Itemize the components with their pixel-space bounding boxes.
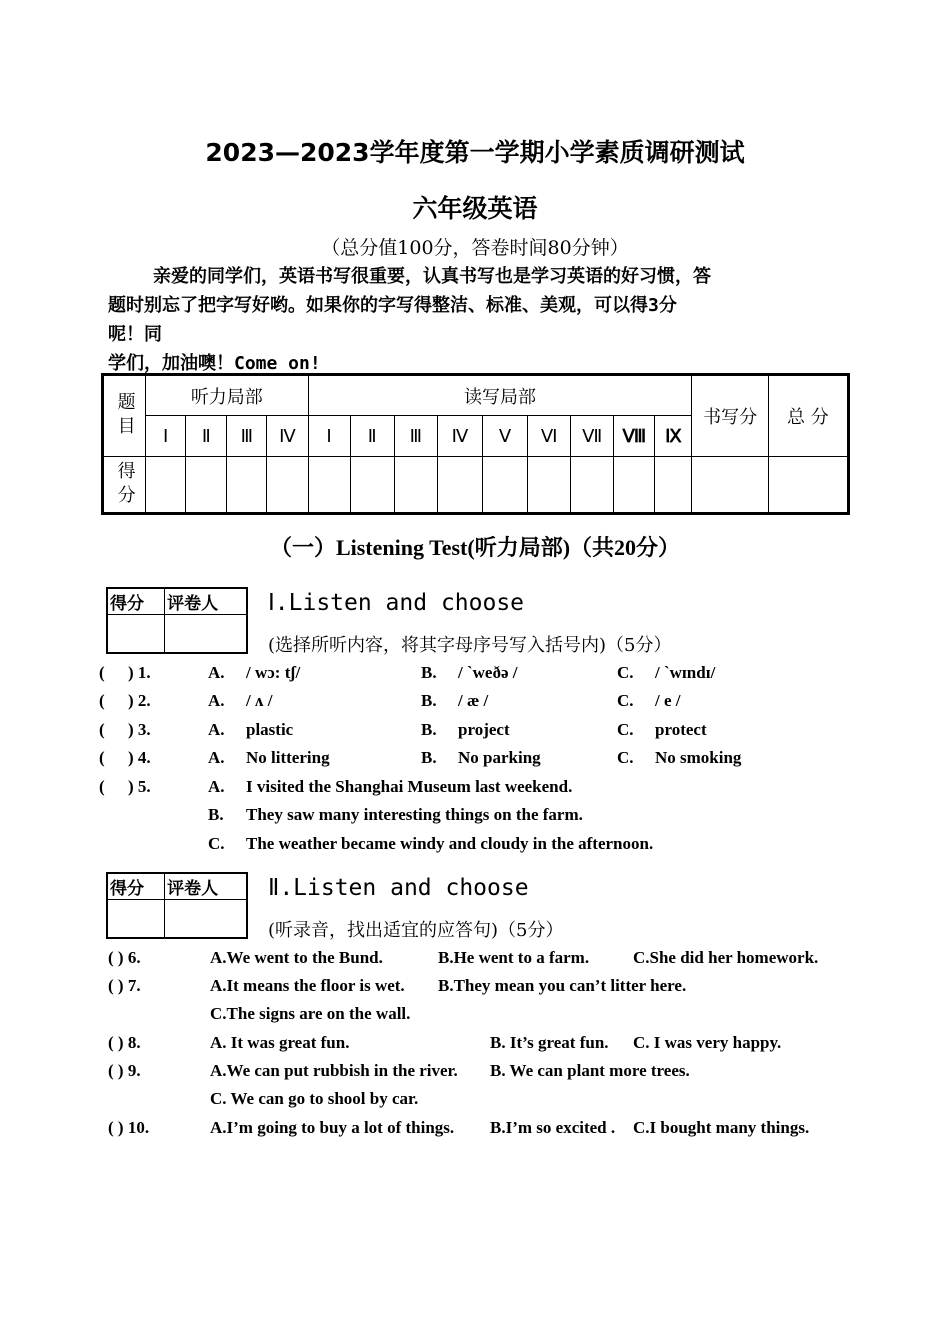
question-number: ) 4. xyxy=(128,748,151,767)
answer-paren[interactable]: ( ) 6. xyxy=(108,948,141,967)
option-b-label: B. xyxy=(421,663,437,682)
option-c: C. We can go to shool by car. xyxy=(210,1089,419,1108)
option-b: B. We can plant more trees. xyxy=(490,1061,690,1080)
option-b: B.He went to a farm. xyxy=(438,948,590,967)
listening-col-2: Ⅱ xyxy=(186,416,227,457)
listening-header: 听力局部 xyxy=(146,375,308,416)
option-b-label: B. xyxy=(208,805,224,824)
option-c: The weather became windy and cloudy in the afternoon. xyxy=(246,834,654,853)
intro-line-2: 题时别忘了把字写好哟。如果你的字写得整洁、标准、美观，可以得3分 xyxy=(108,295,677,316)
grader-name-label: 评卷人 xyxy=(165,873,247,900)
grader-name-cell[interactable] xyxy=(165,900,247,939)
reading-col-3: Ⅲ xyxy=(394,416,437,457)
answer-paren[interactable]: ( ) 10. xyxy=(108,1118,150,1137)
exam-meta: （总分值100分，答卷时间80分钟） xyxy=(321,237,629,259)
grader-score-cell[interactable] xyxy=(107,615,165,654)
score-cell[interactable] xyxy=(146,457,186,514)
option-a-label: A. xyxy=(208,777,225,796)
reading-col-8: Ⅷ xyxy=(614,416,655,457)
grader-name-label: 评卷人 xyxy=(165,588,247,615)
part2-note: (听录音，找出适宜的应答句)（5分） xyxy=(268,920,564,941)
option-a: No littering xyxy=(246,748,330,767)
score-cell[interactable] xyxy=(186,457,227,514)
option-b: B.They mean you can’t litter here. xyxy=(438,976,687,995)
row-header-cell: 题目 xyxy=(103,375,146,457)
option-b-label: B. xyxy=(421,691,437,710)
reading-col-2: Ⅱ xyxy=(350,416,394,457)
intro-line-1: 亲爱的同学们，英语书写很重要，认真书写也是学习英语的好习惯，答 xyxy=(153,266,711,287)
part1-title: Ⅰ.Listen and choose xyxy=(268,590,525,616)
answer-paren[interactable]: ( xyxy=(99,777,105,796)
reading-col-4: Ⅳ xyxy=(437,416,482,457)
grader-box-part1 xyxy=(106,587,248,654)
score-cell[interactable] xyxy=(692,457,768,514)
answer-paren[interactable]: ( ) 7. xyxy=(108,976,141,995)
writing-header: 书写分 xyxy=(692,375,768,457)
option-b: project xyxy=(458,720,510,739)
listening-col-4: Ⅳ xyxy=(267,416,308,457)
option-a: A. It was great fun. xyxy=(210,1033,350,1052)
score-cell[interactable] xyxy=(614,457,655,514)
option-b-label: B. xyxy=(421,748,437,767)
option-c: No smoking xyxy=(655,748,742,767)
reading-col-6: Ⅵ xyxy=(528,416,571,457)
total-header: 总 分 xyxy=(768,375,848,457)
question-number: ) 5. xyxy=(128,777,151,796)
option-c: protect xyxy=(655,720,707,739)
option-b: / `weðə / xyxy=(458,663,518,682)
option-c: / e / xyxy=(655,691,681,710)
score-cell[interactable] xyxy=(768,457,848,514)
answer-paren[interactable]: ( xyxy=(99,691,105,710)
reading-col-1: Ⅰ xyxy=(308,416,350,457)
score-cell[interactable] xyxy=(267,457,308,514)
answer-paren[interactable]: ( xyxy=(99,748,105,767)
exam-title: 2023—2023学年度第一学期小学素质调研测试 xyxy=(205,138,745,167)
reading-col-9: Ⅸ xyxy=(655,416,692,457)
grader-score-label: 得分 xyxy=(107,588,165,615)
option-a: A.We went to the Bund. xyxy=(210,948,383,967)
answer-paren[interactable]: ( ) 8. xyxy=(108,1033,141,1052)
option-a: plastic xyxy=(246,720,294,739)
grader-name-cell[interactable] xyxy=(165,615,247,654)
option-b: They saw many interesting things on the farm. xyxy=(246,805,583,824)
option-b: No parking xyxy=(458,748,541,767)
reading-header: 读写局部 xyxy=(308,375,692,416)
listening-section-heading: （一）Listening Test(听力局部)（共20分） xyxy=(269,535,681,560)
reading-col-7: Ⅶ xyxy=(571,416,614,457)
option-a: / wɔ: tʃ/ xyxy=(246,663,301,682)
score-cell[interactable] xyxy=(528,457,571,514)
score-cell[interactable] xyxy=(227,457,267,514)
score-cell[interactable] xyxy=(350,457,394,514)
option-c: / `wɪndɪ/ xyxy=(655,663,716,682)
option-c: C.She did her homework. xyxy=(633,948,819,967)
score-cell[interactable] xyxy=(394,457,437,514)
option-b-label: B. xyxy=(421,720,437,739)
option-a: A.We can put rubbish in the river. xyxy=(210,1061,458,1080)
option-b: B. It’s great fun. xyxy=(490,1033,609,1052)
grader-score-label: 得分 xyxy=(107,873,165,900)
exam-subtitle: 六年级英语 xyxy=(412,194,538,223)
intro-line-3: 呢！同 xyxy=(108,324,162,345)
score-table xyxy=(101,373,850,515)
option-a-label: A. xyxy=(208,748,225,767)
option-a: / ʌ / xyxy=(246,691,273,710)
option-a-label: A. xyxy=(208,663,225,682)
question-number: ) 1. xyxy=(128,663,151,682)
option-a: A.It means the floor is wet. xyxy=(210,976,405,995)
part2-title: Ⅱ.Listen and choose xyxy=(268,875,529,901)
option-b: / æ / xyxy=(458,691,489,710)
score-cell[interactable] xyxy=(308,457,350,514)
option-c: C.I bought many things. xyxy=(633,1118,810,1137)
option-c-label: C. xyxy=(617,691,634,710)
grader-score-cell[interactable] xyxy=(107,900,165,939)
option-c-label: C. xyxy=(617,720,634,739)
option-c: C. I was very happy. xyxy=(633,1033,782,1052)
option-c-label: C. xyxy=(617,663,634,682)
listening-col-1: Ⅰ xyxy=(146,416,186,457)
option-c: C.The signs are on the wall. xyxy=(210,1004,411,1023)
option-c-label: C. xyxy=(617,748,634,767)
option-b: B.I’m so excited . xyxy=(490,1118,616,1137)
answer-paren[interactable]: ( ) 9. xyxy=(108,1061,141,1080)
question-number: ) 3. xyxy=(128,720,151,739)
option-a: A.I’m going to buy a lot of things. xyxy=(210,1118,455,1137)
reading-col-5: Ⅴ xyxy=(482,416,527,457)
grader-box-part2 xyxy=(106,872,248,939)
part1-note: (选择所听内容，将其字母序号写入括号内)（5分） xyxy=(268,635,672,656)
intro-line-4: 学们，加油噢！Come on! xyxy=(108,353,321,374)
score-cell[interactable] xyxy=(437,457,482,514)
option-c-label: C. xyxy=(208,834,225,853)
answer-paren[interactable]: ( xyxy=(99,720,105,739)
option-a-label: A. xyxy=(208,691,225,710)
option-a: I visited the Shanghai Museum last weekend. xyxy=(246,777,573,796)
score-cell[interactable] xyxy=(655,457,692,514)
score-label-cell: 得分 xyxy=(103,457,146,514)
listening-col-3: Ⅲ xyxy=(227,416,267,457)
score-cell[interactable] xyxy=(482,457,527,514)
question-number: ) 2. xyxy=(128,691,151,710)
answer-paren[interactable]: ( xyxy=(99,663,105,682)
option-a-label: A. xyxy=(208,720,225,739)
score-cell[interactable] xyxy=(571,457,614,514)
